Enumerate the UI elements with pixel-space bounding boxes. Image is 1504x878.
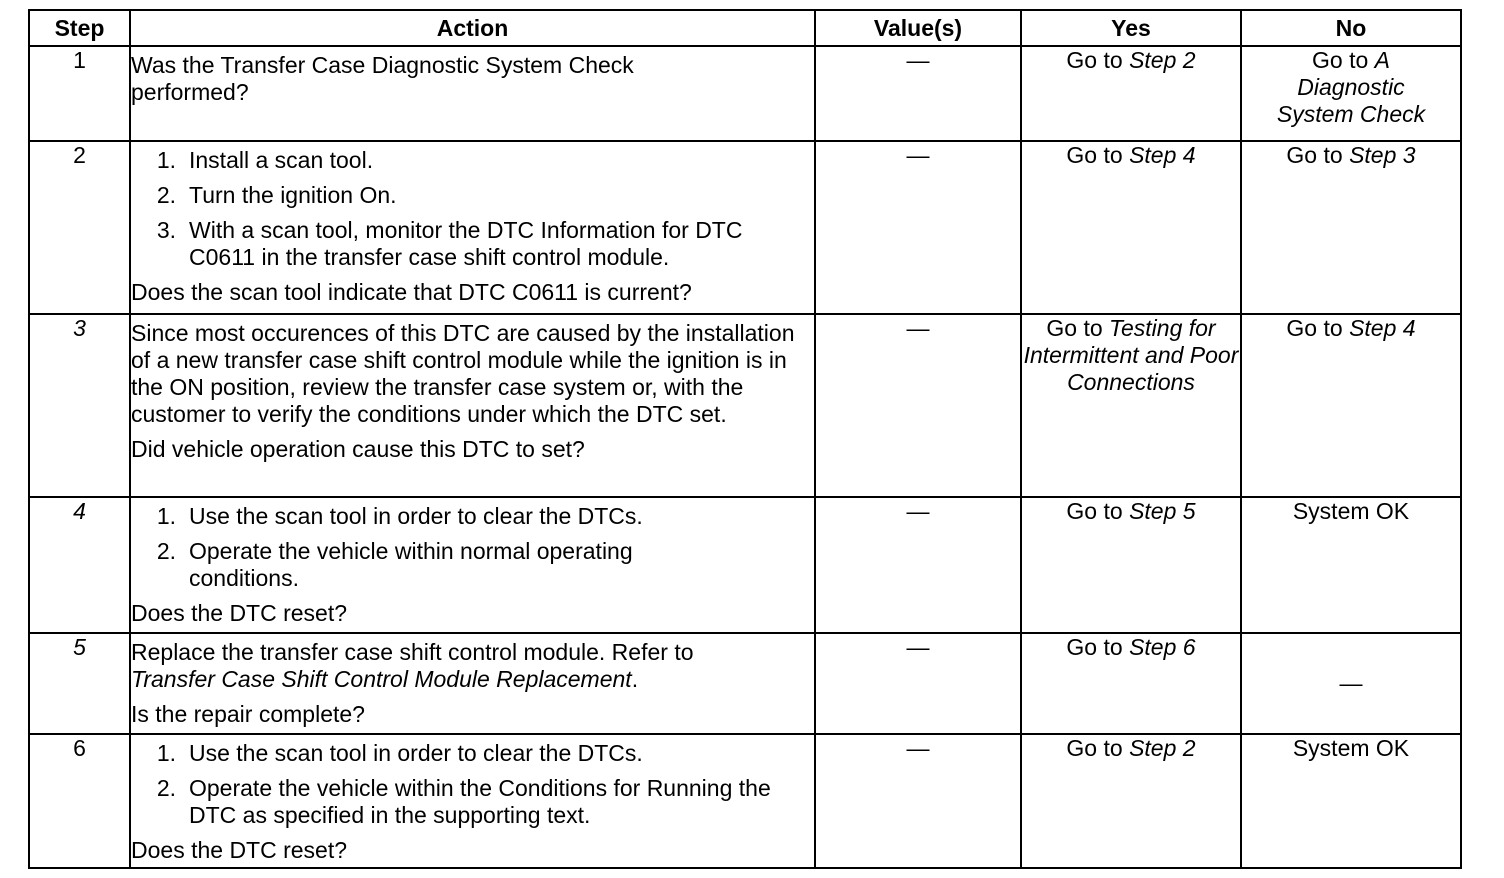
action-cell xyxy=(130,633,815,734)
table-row xyxy=(29,734,1461,868)
item-text: Operate the vehicle within the Conditions for Running the DTC as specified in the supporting text. xyxy=(189,775,771,828)
step-number xyxy=(29,497,130,633)
yes-cell xyxy=(1021,633,1241,734)
yes-prefix: Go to xyxy=(1066,142,1130,168)
step-number xyxy=(29,314,130,497)
step-number-text: 5 xyxy=(73,634,86,660)
list-item xyxy=(131,182,814,209)
item-text: Operate the vehicle within normal operating conditions. xyxy=(189,538,633,591)
value-cell: — xyxy=(815,314,1021,497)
action-text-lead: Replace the transfer case shift control module. Refer to xyxy=(131,639,694,665)
step-number: 1 xyxy=(29,46,130,141)
list-item xyxy=(131,147,814,174)
action-steps xyxy=(131,147,814,271)
value-cell: — xyxy=(815,141,1021,314)
yes-cell xyxy=(1021,46,1241,141)
action-text: Since most occurences of this DTC are caused by the installation of a new transfer case shift control module while the ignition is in the ON position, review the transfer case system or, with the customer to verify the conditions under which the DTC set. xyxy=(131,320,795,427)
no-ref: Step 3 xyxy=(1349,142,1416,168)
action-question: Does the scan tool indicate that DTC C0611 is current? xyxy=(131,279,692,305)
action-cell xyxy=(130,497,815,633)
table-row xyxy=(29,314,1461,497)
header-no: No xyxy=(1241,10,1461,46)
yes-ref: Step 2 xyxy=(1129,735,1196,761)
header-row xyxy=(29,10,1461,46)
action-steps xyxy=(131,740,814,829)
yes-ref: Step 6 xyxy=(1129,634,1196,660)
action-cell xyxy=(130,734,815,868)
header-values: Value(s) xyxy=(815,10,1021,46)
no-prefix: Go to xyxy=(1312,47,1375,73)
action-question: Is the repair complete? xyxy=(131,701,365,727)
value-cell: — xyxy=(815,734,1021,868)
item-text: Turn the ignition On. xyxy=(189,182,397,208)
item-text: Use the scan tool in order to clear the DTCs. xyxy=(189,740,643,766)
list-item xyxy=(131,538,814,592)
list-item xyxy=(131,503,814,530)
action-question: Does the DTC reset? xyxy=(131,837,348,863)
header-step: Step xyxy=(29,10,130,46)
step-number-text: 3 xyxy=(73,315,86,341)
yes-ref: Step 5 xyxy=(1129,498,1196,524)
yes-cell xyxy=(1021,314,1241,497)
action-text xyxy=(131,639,814,693)
no-cell xyxy=(1241,46,1461,141)
yes-prefix: Go to xyxy=(1066,47,1130,73)
item-text: Use the scan tool in order to clear the DTCs. xyxy=(189,503,643,529)
no-prefix: Go to xyxy=(1286,142,1350,168)
yes-cell xyxy=(1021,497,1241,633)
no-cell: System OK xyxy=(1241,497,1461,633)
table-row xyxy=(29,141,1461,314)
table-row xyxy=(29,46,1461,141)
item-number: 1. xyxy=(156,503,176,529)
no-ref: Step 4 xyxy=(1349,315,1416,341)
yes-cell xyxy=(1021,141,1241,314)
item-text: Install a scan tool. xyxy=(189,147,374,173)
list-item xyxy=(131,217,814,271)
list-item xyxy=(131,775,814,829)
item-number: 2. xyxy=(156,538,176,564)
yes-prefix: Go to xyxy=(1066,498,1130,524)
action-ref: Transfer Case Shift Control Module Replacement xyxy=(131,666,632,692)
action-question: Did vehicle operation cause this DTC to set? xyxy=(131,436,585,462)
value-cell: — xyxy=(815,633,1021,734)
step-number xyxy=(29,633,130,734)
list-item xyxy=(131,740,814,767)
value-cell: — xyxy=(815,46,1021,141)
action-cell xyxy=(130,46,815,141)
action-cell xyxy=(130,314,815,497)
diagnostic-table xyxy=(28,9,1462,869)
item-number: 3. xyxy=(156,217,176,243)
no-cell xyxy=(1241,314,1461,497)
yes-cell xyxy=(1021,734,1241,868)
yes-ref: Testing for Intermittent and Poor Connections xyxy=(1023,315,1239,395)
yes-prefix: Go to xyxy=(1066,634,1130,660)
item-number: 2. xyxy=(156,182,176,208)
header-action: Action xyxy=(130,10,815,46)
header-yes: Yes xyxy=(1021,10,1241,46)
no-prefix: Go to xyxy=(1286,315,1350,341)
no-ref: A Diagnostic System Check xyxy=(1276,47,1426,127)
action-steps xyxy=(131,503,814,592)
yes-ref: Step 2 xyxy=(1129,47,1196,73)
step-number: 2 xyxy=(29,141,130,314)
item-text: With a scan tool, monitor the DTC Information for DTC C0611 in the transfer case shift control module. xyxy=(189,217,743,270)
no-cell: — xyxy=(1241,633,1461,734)
no-cell: System OK xyxy=(1241,734,1461,868)
no-cell xyxy=(1241,141,1461,314)
item-number: 1. xyxy=(156,740,176,766)
action-question: Does the DTC reset? xyxy=(131,600,348,626)
yes-prefix: Go to xyxy=(1046,315,1110,341)
action-cell xyxy=(130,141,815,314)
value-cell: — xyxy=(815,497,1021,633)
step-number: 6 xyxy=(29,734,130,868)
table-row xyxy=(29,633,1461,734)
item-number: 1. xyxy=(156,147,176,173)
action-text: Was the Transfer Case Diagnostic System Check performed? xyxy=(131,52,634,105)
yes-ref: Step 4 xyxy=(1129,142,1196,168)
table-row xyxy=(29,497,1461,633)
step-number-text: 4 xyxy=(73,498,86,524)
item-number: 2. xyxy=(156,775,176,801)
yes-prefix: Go to xyxy=(1066,735,1130,761)
action-ref-suffix: . xyxy=(631,666,639,692)
